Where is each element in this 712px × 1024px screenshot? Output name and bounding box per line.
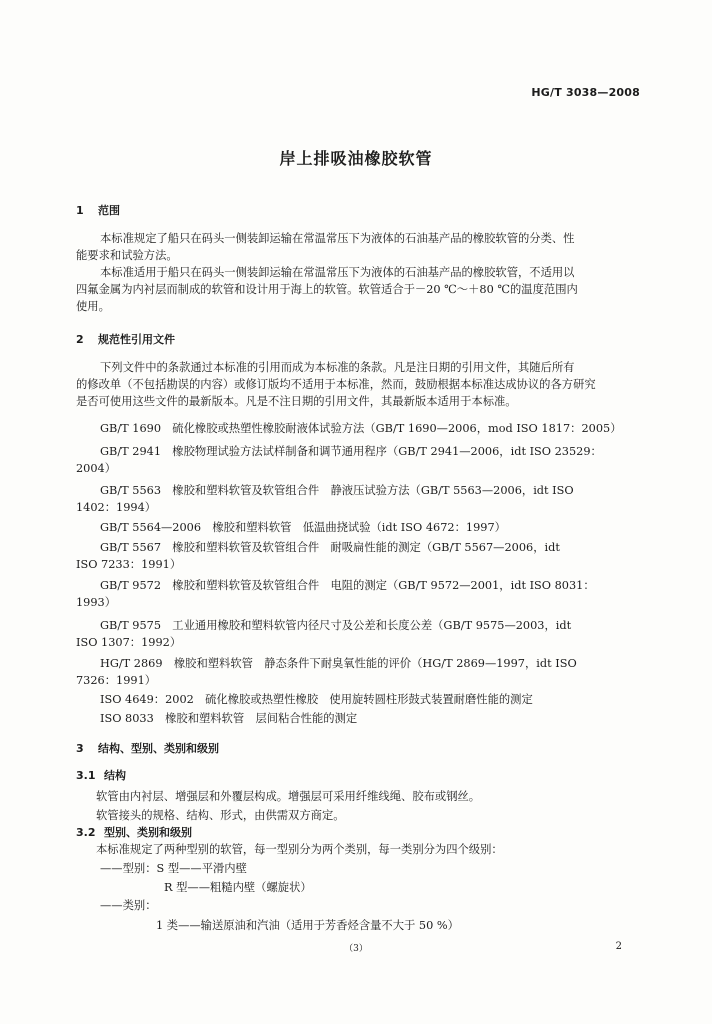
document-title: 岸上排吸油橡胶软管 [279, 149, 433, 168]
reference-entry: GB/T 9572 橡胶和塑料软管及软管组合件 电阻的测定（GB/T 9572—2001，idt ISO 8031： [100, 579, 595, 592]
reference-entry: HG/T 2869 橡胶和塑料软管 静态条件下耐臭氧性能的评价（HG/T 2869—1997，idt ISO [100, 657, 577, 670]
reference-entry-continuation: 2004） [76, 462, 117, 475]
reference-entry: GB/T 5564—2006 橡胶和塑料软管 低温曲挠试验（idt ISO 4672：1997） [100, 521, 506, 534]
reference-entry-continuation: 1993） [76, 596, 117, 609]
section-number: 3.2 [76, 826, 96, 839]
paragraph-line: 软管由内衬层、增强层和外覆层构成。增强层可采用纤维线绳、胶布或钢丝。 [96, 790, 481, 803]
footer-center-mark: （3） [344, 944, 368, 954]
reference-entry: GB/T 1690 硫化橡胶或热塑性橡胶耐液体试验方法（GB/T 1690—2006，mod ISO 1817：2005） [100, 422, 622, 435]
paragraph-line: 本标准适用于船只在码头一侧装卸运输在常温常压下为液体的石油基产品的橡胶软管，不适用以 [100, 266, 575, 279]
paragraph-line: 本标准规定了两种型别的软管，每一型别分为两个类别，每一类别分为四个级别： [96, 843, 503, 856]
paragraph-line: 本标准规定了船只在码头一侧装卸运输在常温常压下为液体的石油基产品的橡胶软管的分类、性 [100, 232, 575, 245]
section-title: 规范性引用文件 [98, 333, 175, 346]
reference-entry: ISO 8033 橡胶和塑料软管 层间粘合性能的测定 [100, 712, 358, 725]
section-number: 3.1 [76, 769, 96, 782]
reference-entry: GB/T 9575 工业通用橡胶和塑料软管内径尺寸及公差和长度公差（GB/T 9575—2003，idt [100, 619, 572, 632]
paragraph-line: 是否可使用这些文件的最新版本。凡是不注日期的引用文件，其最新版本适用于本标准。 [76, 395, 517, 408]
subsection-3-2-heading [76, 825, 192, 840]
section-number: 2 [76, 333, 84, 346]
reference-entry: GB/T 2941 橡胶物理试验方法试样制备和调节通用程序（GB/T 2941—2006，idt ISO 23529： [100, 445, 602, 458]
reference-entry-continuation: ISO 7233：1991） [76, 558, 182, 571]
list-item: ——型别：S 型——平滑内壁 [100, 862, 247, 875]
paragraph-line: 能要求和试验方法。 [76, 249, 178, 262]
section-number: 1 [76, 204, 84, 217]
paragraph-line: 四氟金属为内衬层而制成的软管和设计用于海上的软管。软管适合于－20 ℃～＋80 ℃的温度范围内 [76, 283, 578, 296]
standard-number: HG/T 3038—2008 [531, 86, 640, 99]
paragraph-line: 软管接头的规格、结构、形式，由供需双方商定。 [96, 809, 345, 822]
list-item: R 型——粗糙内壁（螺旋状） [164, 881, 312, 894]
section-number: 3 [76, 742, 84, 755]
section-2-heading [76, 332, 175, 347]
list-item: ——类别： [100, 899, 157, 912]
subsection-3-1-heading [76, 768, 126, 783]
section-title: 型别、类别和级别 [104, 826, 192, 839]
reference-entry-continuation: 7326：1991） [76, 674, 157, 687]
reference-entry: ISO 4649：2002 硫化橡胶或热塑性橡胶 使用旋转圆柱形鼓式装置耐磨性能的测定 [100, 693, 533, 706]
reference-entry: GB/T 5563 橡胶和塑料软管及软管组合件 静液压试验方法（GB/T 5563—2006，idt ISO [100, 484, 574, 497]
page-number: 2 [615, 941, 622, 952]
section-title: 结构、型别、类别和级别 [98, 742, 219, 755]
paragraph-line: 的修改单（不包括勘误的内容）或修订版均不适用于本标准，然而，鼓励根据本标准达成协议的各方研究 [76, 378, 596, 391]
paragraph-line: 使用。 [76, 300, 110, 313]
reference-entry-continuation: 1402：1994） [76, 501, 157, 514]
reference-entry: GB/T 5567 橡胶和塑料软管及软管组合件 耐吸扁性能的测定（GB/T 5567—2006，idt [100, 541, 560, 554]
reference-entry-continuation: ISO 1307：1992） [76, 636, 182, 649]
paragraph-line: 下列文件中的条款通过本标准的引用而成为本标准的条款。凡是注日期的引用文件，其随后所有 [100, 361, 575, 374]
section-3-heading [76, 741, 219, 756]
section-1-heading [76, 203, 120, 218]
section-title: 结构 [104, 769, 126, 782]
list-item: 1 类——输送原油和汽油（适用于芳香烃含量不大于 50 %） [156, 919, 459, 932]
section-title: 范围 [98, 204, 120, 217]
